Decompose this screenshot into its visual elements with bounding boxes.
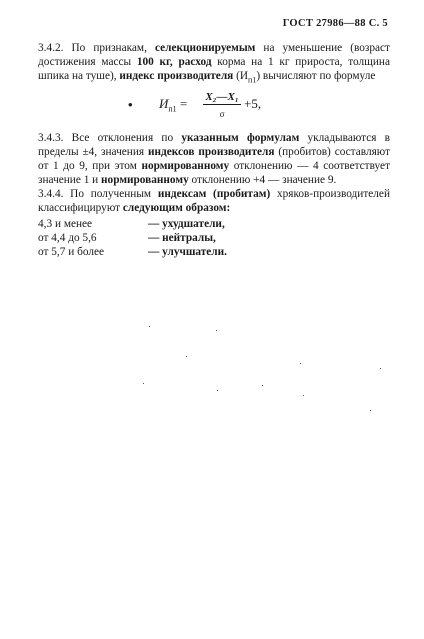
page-header: ГОСТ 27986—88 С. 5	[282, 18, 388, 29]
classification-list	[38, 217, 390, 259]
formula-index	[38, 91, 390, 125]
paragraph-3-4-2: 3.4.2. По признакам, селекционируемым на уменьшение (возраст достижения массы 100 кг, расход корма на 1 кг прироста, толщина шпика на туше), индекс производителя $(И_{п1})$ вычисляют по формуле	[38, 42, 390, 85]
bullet-mark: •	[128, 97, 133, 113]
list-item: от 4,4 до 5,6 — нейтралы,	[38, 232, 216, 245]
formula-tail: +5,	[244, 96, 262, 112]
formula-numerator: X₂—X₁	[203, 91, 241, 105]
formula-lhs: $И_{п1}$ =	[159, 96, 188, 114]
paragraph-3-4-4: 3.4.4. По полученным индексам (пробитам) хряков-производителей классифицируют следующим образом:	[38, 188, 390, 215]
formula-fraction	[203, 91, 241, 120]
document-body	[38, 41, 390, 259]
paragraph-3-4-3: 3.4.3. Все отклонения по указанным формулам укладываются в пределы ±4, значения индексов производителя (пробитов) составляют от 1 до 9, при этом нормированному отклонению — 4 соответствует значение 1 и нормированному отклонению +4 — значение 9.	[38, 132, 391, 187]
formula-denominator: σ	[219, 109, 225, 120]
list-item: 4,3 и менее — ухудшатели,	[38, 218, 225, 231]
list-item: от 5,7 и более — улучшатели.	[38, 246, 227, 259]
